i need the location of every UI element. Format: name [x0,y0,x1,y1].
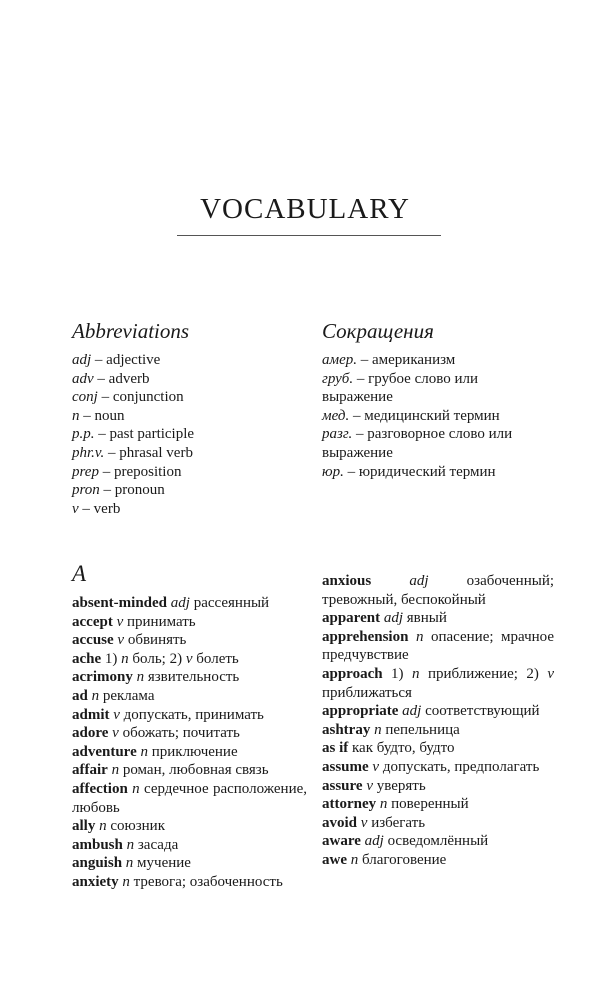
entry-part-of-speech: adj [364,833,384,850]
dictionary-entry [72,743,307,762]
entry-headword: absent-minded [72,595,168,611]
entry-headword: adore [72,725,109,742]
entry-part-of-speech: v [116,613,124,630]
dictionary-entry [72,650,307,669]
entry-part-of-speech: n [374,721,382,738]
entry-headword: ambush [72,836,123,853]
entry-headword: adventure [72,743,137,760]
abbreviation-value: – юридический термин [343,463,496,480]
entry-part-of-speech: n [122,873,130,890]
entry-headword: anxious [322,573,372,589]
entry-translation: допускать, предполагать [382,758,540,775]
entry-translation: опасение; мрачное предчувствие [322,628,554,664]
abbreviation-item [72,407,312,426]
abbreviations-ru-heading: Сокращения [322,319,434,343]
entry-translation: пепельница [385,721,460,738]
entry-translation: мучение [137,855,191,872]
entry-sense-number: 1) [104,650,118,667]
abbreviation-item [72,425,312,444]
title-rule [177,235,441,236]
dictionary-entry [322,609,554,628]
entry-translation: приближение; 2) [427,665,539,682]
abbreviation-key: p.p. [72,426,95,443]
entry-part-of-speech: n [350,851,359,868]
entry-headword: accept [72,613,113,630]
entry-translation: допускать, принимать [123,706,264,723]
abbreviation-key: adv [72,370,94,387]
dictionary-entry [322,665,554,702]
dictionary-entry [322,758,554,777]
dictionary-entry [322,739,554,758]
entry-part-of-speech: n [126,836,135,853]
entry-part-of-speech: v [185,650,193,667]
entry-headword: as if [322,740,349,757]
entry-headword: avoid [322,814,358,831]
abbreviation-key: разг. [322,426,353,443]
entries-right-list [322,572,554,870]
entry-headword: attorney [322,796,377,813]
entry-part-of-speech: v [372,758,380,775]
entry-translation: поверенный [391,796,469,813]
abbreviation-key: мед. [322,407,350,424]
dictionary-entry [322,628,554,665]
dictionary-entry [72,780,307,817]
abbreviation-key: prep [72,463,99,480]
dictionary-entry [72,613,307,632]
entry-translation: засада [137,836,179,853]
dictionary-entry [322,777,554,796]
dictionary-entry [72,668,307,687]
abbreviations-ru-list [322,351,552,481]
entry-part-of-speech: adj [383,610,403,627]
abbreviation-item [72,388,312,407]
abbreviation-item [72,500,312,519]
entry-sense-number: 1) [391,665,404,682]
entry-headword: ally [72,818,96,835]
entry-translation: боль; 2) [132,650,183,667]
abbreviation-item [322,425,552,462]
entry-translation: роман, любовная связь [122,762,269,779]
abbreviation-value: – adjective [91,352,161,368]
abbreviations-en-list [72,351,312,518]
entry-headword: admit [72,706,110,723]
entry-part-of-speech: n [125,855,134,872]
abbreviation-value: – грубое слово или выражение [322,370,479,406]
entry-part-of-speech: n [91,687,100,704]
entry-part-of-speech: n [132,780,140,797]
entry-translation: язвительность [147,669,240,686]
entries-left-list [72,594,307,892]
abbreviation-item [72,463,312,482]
dictionary-entry [322,832,554,851]
entry-headword: aware [322,833,361,850]
entry-part-of-speech: v [112,725,119,742]
abbreviation-key: n [72,407,80,424]
entry-translation: соответствующий [425,703,540,720]
entry-translation: приключение [151,743,238,760]
entry-headword: apprehension [322,628,409,645]
entry-translation: обожать; почитать [122,725,240,742]
dictionary-entry [72,873,307,892]
dictionary-entry [72,836,307,855]
entry-headword: ad [72,687,88,704]
entry-part-of-speech: adj [409,573,429,589]
entry-part-of-speech: n [99,818,107,835]
abbreviation-key: амер. [322,352,357,368]
dictionary-entry [322,851,554,870]
entry-translation: рассеянный [193,595,270,611]
entry-part-of-speech: v [117,632,125,649]
entry-headword: anguish [72,855,123,872]
dictionary-entry [72,687,307,706]
entry-part-of-speech: n [379,796,388,813]
entry-part-of-speech: n [415,628,424,645]
entry-part-of-speech: v [360,814,368,831]
entry-part-of-speech: adj [402,703,422,720]
entry-translation: приближаться [322,684,412,701]
entry-translation: союзник [110,818,165,835]
abbreviation-value: – preposition [98,463,182,480]
abbreviation-key: юр. [322,463,344,480]
abbreviation-value: – разговорное слово или выражение [322,426,513,461]
abbreviations-ru [322,318,552,481]
entry-headword: appropriate [322,703,399,720]
entry-part-of-speech: n [111,762,120,779]
abbreviation-item [72,444,312,463]
dictionary-entry [72,724,307,743]
dictionary-entry [322,814,554,833]
abbreviation-item [322,463,552,482]
dictionary-entry [322,795,554,814]
entry-part-of-speech: v [547,665,555,682]
entry-headword: ashtray [322,721,371,738]
entry-headword: accuse [72,632,114,649]
abbreviation-value: – past participle [94,426,195,443]
abbreviation-value: – adverb [93,370,150,387]
abbreviation-item [322,351,552,370]
abbreviation-key: adj [72,352,92,368]
abbreviation-key: v [72,500,79,517]
dictionary-entry [72,817,307,836]
dictionary-entry [72,761,307,780]
section-letter: A [72,561,87,586]
dictionary-entry [322,702,554,721]
dictionary-column-left [72,560,307,892]
entry-translation: как будто, будто [352,740,455,757]
abbreviation-item [72,481,312,500]
entry-translation: благоговение [362,851,447,868]
entry-translation: избегать [371,814,426,831]
abbreviation-value: – американизм [356,352,456,368]
entry-translation: обвинять [127,632,187,649]
entry-headword: affection [72,780,128,797]
entry-part-of-speech: adj [170,595,190,611]
dictionary-entry [322,721,554,740]
abbreviation-value: – pronoun [99,482,165,499]
abbreviation-item [322,407,552,426]
entry-headword: apparent [322,610,381,627]
abbreviation-value: – медицинский термин [349,407,500,424]
entry-headword: affair [72,762,108,779]
entry-part-of-speech: n [136,669,145,686]
abbreviations-en-heading: Abbreviations [72,319,190,343]
abbreviation-value: – noun [79,407,125,424]
dictionary-entry [72,631,307,650]
dictionary-entry [322,572,554,609]
entry-headword: awe [322,851,347,868]
entry-headword: assure [322,777,363,794]
abbreviation-key: phr.v. [72,444,105,461]
entry-translation: реклама [102,687,155,704]
dictionary-column-right [322,572,554,870]
abbreviation-key: груб. [322,370,354,387]
entry-translation: принимать [126,613,196,630]
entry-part-of-speech: v [113,706,120,723]
entry-translation: явный [406,610,447,627]
abbreviation-value: – phrasal verb [104,444,193,461]
entry-translation: болеть [196,650,239,667]
abbreviation-item [72,351,312,370]
entry-headword: anxiety [72,873,119,890]
page-title: VOCABULARY [200,193,410,225]
entry-translation: осведомлённый [387,833,489,850]
entry-part-of-speech: n [121,650,129,667]
dictionary-entry [72,706,307,725]
dictionary-entry [72,594,307,613]
abbreviation-item [72,370,312,389]
entry-translation: озабоченный; тревожный, беспокойный [322,573,555,608]
entry-headword: ache [72,650,102,667]
entry-headword: assume [322,758,369,775]
entry-part-of-speech: n [411,665,420,682]
entry-translation: тревога; озабоченность [133,873,283,890]
dictionary-entry [72,854,307,873]
entry-headword: acrimony [72,669,133,686]
abbreviations-en [72,318,312,518]
entry-translation: уверять [376,777,426,794]
abbreviation-key: conj [72,389,98,406]
entry-part-of-speech: v [366,777,373,794]
entry-part-of-speech: n [140,743,148,760]
abbreviation-value: – verb [78,500,121,517]
entry-translation: сердечное расположение, любовь [72,780,308,816]
abbreviation-item [322,370,552,407]
entry-headword: approach [322,665,383,682]
abbreviation-value: – conjunction [97,389,184,406]
abbreviation-key: pron [72,482,100,499]
